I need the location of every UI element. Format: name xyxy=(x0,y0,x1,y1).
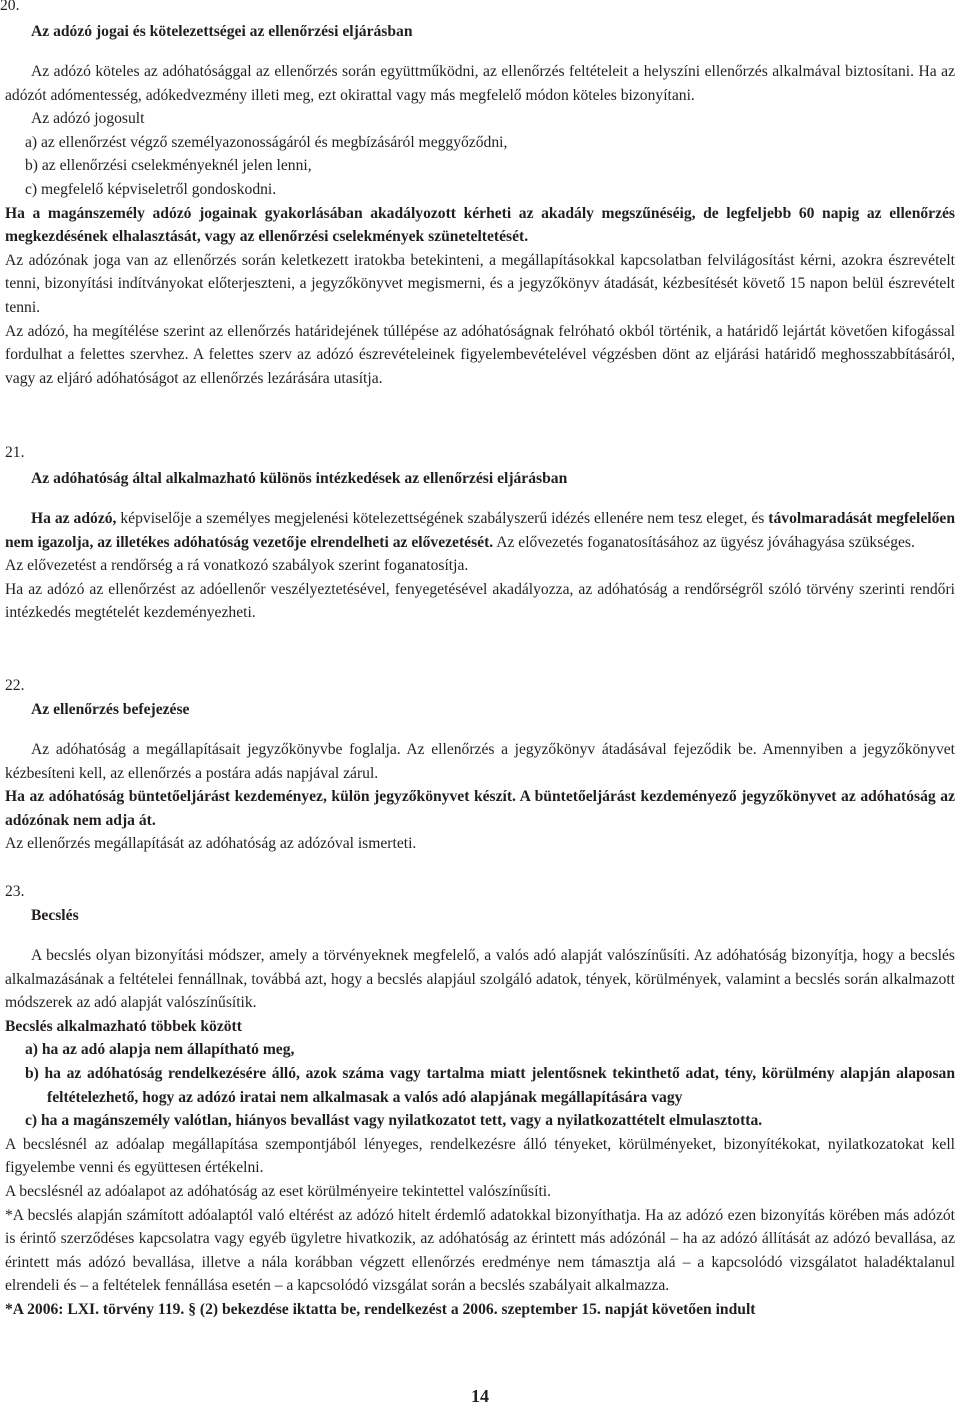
bold-span: Ha az adózó, xyxy=(31,510,117,527)
paragraph: Ha az adózó az ellenőrzést az adóellenőr veszélyeztetésével, fenyegetésével akadályozza, az adóhatóság a rendőrségről szóló törvény szerinti rendőri intézkedés megtételét kezdeményezheti. xyxy=(5,580,955,622)
list-item: c) megfelelő képviseletről gondoskodni. xyxy=(25,180,277,198)
section-21-body xyxy=(5,507,955,625)
list-item: a) az ellenőrzést végző személyazonosságáról és megbízásáról meggyőződni, xyxy=(25,133,508,151)
paragraph: Az adózó jogosult xyxy=(31,110,145,128)
paragraph: Az adózó köteles az adóhatósággal az ellenőrzés során együttműködni, az ellenőrzés feltételeit a helyszíni ellenőrzés alkalmával biztosítani. Ha az adózót adómentesség, adókedvezmény illeti meg, ezt okirattal vagy más megfelelő módon köteles bizonyítani. xyxy=(5,63,955,104)
paragraph-bold: *A 2006: LXI. törvény 119. § (2) bekezdése iktatta be, rendelkezést a 2006. szeptember 15. napját követően indult xyxy=(5,1300,756,1318)
section-20-number: 20. xyxy=(0,0,20,14)
section-22-title: Az ellenőrzés befejezése xyxy=(31,701,190,718)
section-21-title: Az adóhatóság által alkalmazható különös intézkedések az ellenőrzési eljárásban xyxy=(31,470,568,487)
paragraph: *A becslés alapján számított adóalaptól való eltérést az adózó hitelt érdemlő adatokkal bizonyíthatja. Ha az adózó ezen bizonyítás körében más adózót is érintő szerződéses kapcsolatra vagy egyéb ügyletre hivatkozik, az adóhatóság az érintett más adózónál – ha az adózó állítását az adózó bevallása, az érintett más adózó bevallása, illetve a nála korábban végzett ellenőrzés eredménye nem támasztja alá – a kapcsolódó vizsgálatot haladéktalanul elrendeli és – a feltételek fennállása esetén – a kapcsolódó vizsgálat során a becslés szabályait alkalmazza. xyxy=(5,1206,955,1295)
section-23-title: Becslés xyxy=(31,907,79,924)
paragraph: A becslésnél az adóalapot az adóhatóság az eset körülményeire tekintettel valószínűsíti. xyxy=(5,1182,552,1200)
section-21-number: 21. xyxy=(5,444,25,461)
paragraph-bold: Ha az adóhatóság büntetőeljárást kezdeményez, külön jegyzőkönyvet készít. A büntetőeljárást kezdeményező jegyzőkönyvet az adóhatóság az adózónak nem adja át. xyxy=(5,788,955,829)
paragraph-bold: Becslés alkalmazható többek között xyxy=(5,1017,242,1035)
bold-span: távolmaradását megfelelően nem igazolja, az illetékes adóhatóság vezetője elrendelheti az elővezetését. xyxy=(5,510,955,551)
section-22-body xyxy=(5,738,955,856)
section-23-body xyxy=(5,944,955,1322)
paragraph: A becslésnél az adóalap megállapítása szempontjából lényeges, rendelkezésre álló tényeket, körülményeket, bizonyítékokat, nyilatkozatokat kell figyelembe venni és együttesen értékelni. xyxy=(5,1135,955,1177)
paragraph-bold: Ha a magánszemély adózó jogainak gyakorlásában akadályozott kérheti az akadály megszűnéséig, de legfeljebb 60 napig az ellenőrzés megkezdésének elhalasztását, vagy az ellenőrzési cselekmények szüneteltetését. xyxy=(5,204,955,246)
list-item: c) ha a magánszemély valótlan, hiányos bevallást vagy nyilatkozatot tett, vagy a nyilatkozattételt elmulasztotta. xyxy=(25,1112,763,1130)
section-23-number: 23. xyxy=(5,883,25,900)
page-number: 14 xyxy=(471,1386,489,1406)
section-22-number: 22. xyxy=(5,677,25,694)
list-item: b) az ellenőrzési cselekményeknél jelen lenni, xyxy=(25,157,312,175)
paragraph: A becslés olyan bizonyítási módszer, amely a törvényeknek megfelelő, a valós adó alapját valószínűsíti. Az adóhatóság bizonyítja, hogy a becslés alkalmazásának a feltételei fennállnak, továbbá azt, hogy a becslés alapjául szolgáló adatok, tények, körülmények, valamint a becslés során alkalmazott módszerek az adó alapját valószínűsítik. xyxy=(5,947,955,1012)
text-span: Az elővezetés foganatosításához az ügyész jóváhagyása szükséges. xyxy=(493,533,915,551)
section-20-title: Az adózó jogai és kötelezettségei az ellenőrzési eljárásban xyxy=(31,23,413,40)
paragraph: Az adóhatóság a megállapításait jegyzőkönyvbe foglalja. Az ellenőrzés a jegyzőkönyv átadásával fejeződik be. Amennyiben a jegyzőkönyvet kézbesíteni kell, az ellenőrzés a postára adás napjával zárul. xyxy=(5,741,955,782)
paragraph: Az elővezetést a rendőrség a rá vonatkozó szabályok szerint foganatosítja. xyxy=(5,557,469,575)
section-20-body xyxy=(5,60,955,390)
paragraph: Az adózó, ha megítélése szerint az ellenőrzés határidejének túllépése az adóhatóságnak felróható okból történik, a határidő lejártát követően kifogással fordulhat a felettes szervhez. A felettes szerv az adózó észrevételeinek figyelembevételével végzésben dönt az eljárási határidő meghosszabbításáról, vagy az eljáró adóhatóságot az ellenőrzés lezárására utasítja. xyxy=(5,322,955,387)
paragraph: Az ellenőrzés megállapítását az adóhatóság az adózóval ismerteti. xyxy=(5,835,417,853)
list-item: a) ha az adó alapja nem állapítható meg, xyxy=(25,1041,295,1059)
paragraph xyxy=(5,507,955,554)
text-span: képviselője a személyes megjelenési kötelezettségének szabályszerű idézés ellenére nem tesz eleget, és xyxy=(116,510,769,527)
list-item: b) ha az adóhatóság rendelkezésére álló, azok száma vagy tartalma miatt jelentősnek tekinthető adat, tény, körülmény alapján alaposan feltételezhető, hogy az adózó iratai nem alkalmasak a valós adó alapjának megállapítására vagy xyxy=(25,1064,955,1106)
paragraph: Az adózónak joga van az ellenőrzés során keletkezett iratokba betekinteni, a megállapításokkal kapcsolatban felvilágosítást kérni, azokra észrevételt tenni, bizonyítási indítványokat előterjeszteni, a jegyzőkönyvet megismerni, és a jegyzőkönyv átadását, kézbesítését követő 15 napon belül észrevételt tenni. xyxy=(5,251,955,316)
